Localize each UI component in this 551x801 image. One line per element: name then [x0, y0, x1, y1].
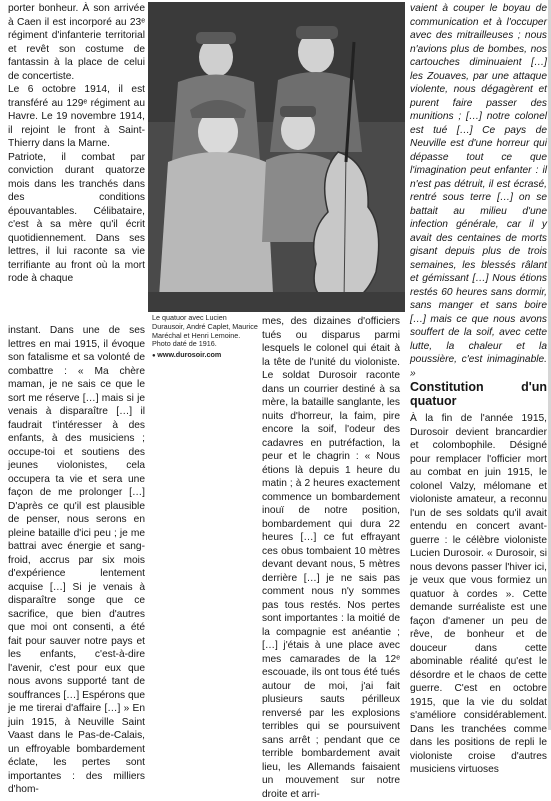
quote-paragraph: vaient à couper le boyau de communication et à l'occuper avec des mitrailleuses ; nous n'avions plus de bombes, nos cartouches diminuaient […] les Zouaves, par une attaque violente, nous dégagèrent et purent faire passer des munitions ; […] notre colonel est tué […] Ce pays de Neuville est d'une horreur qui dépasse tout ce que l'imagination peut enfanter : il n'est pas détruit, il est écrasé, rentré sous terre […] on se battait au milieu d'une infection générale, car il y avait des centaines de morts gisant depuis plus de trois semaines, les blessés râlant et gémissant […] Nous étions restés 60 heures sans dormir, sans manger et sans boire […] mais ce que nous avons souffert de la soif, avec cette lutte, la chaleur et la poussière, c'est inimaginable. » [410, 3, 547, 379]
text-column-1 [8, 2, 145, 286]
photo-caption [152, 314, 258, 361]
text-column-4-bottom [410, 372, 547, 777]
caption-url: ● www.durosoir.com [152, 351, 258, 361]
section-heading: Constitution d'un quatuor [410, 380, 547, 408]
text-column-2 [8, 324, 145, 797]
quartet-photo [148, 2, 405, 312]
text-column-4-top [410, 2, 547, 380]
quartet-photo-illustration [148, 2, 405, 312]
text-column-3 [262, 315, 400, 801]
paragraph: mes, des dizaines d'officiers tués ou disparus parmi lesquels le colonel qui était à la tête de l'unité du violoniste. Le soldat Durosoir raconte dans un courrier destiné à sa mère, la bataille sanglante, les nuits d'horreur, la faim, pire encore la soif, l'odeur des cadavres en putréfaction, la peur et le chagrin : « Nous étions là depuis 1 heure du matin ; à 2 heures exactement commence un bombardement inouï de notre position, bombardement qui dura 22 heures […] ce fut effrayant ces obus tombaient 10 mètres devant devant nous, 5 mètres derrière […] je ne sais pas comment nous n'y sommes pas tous restés. Nos pertes sont importantes : la moitié de la compagnie est anéantie ; […] j'étais à une place avec mes camarades de la 12ᵉ escouade, ils ont tous été tués autour de moi, j'ai fait plusieurs sauts périlleux renversé par les explosions terribles qui se poursuivent sans arrêt ; pendant que ce terrible bombardement avait lieu, les Allemands faisaient un mouvement sur notre droite et arri- [262, 316, 400, 800]
paragraph: porter bonheur. À son arrivée à Caen il est incorporé au 23ᵉ régiment d'infanterie territorial et revêt son costume de fantassin à la place de celui de concertiste. [8, 3, 145, 82]
paragraph: À la fin de l'année 1915, Durosoir devient brancardier et colombophile. Désigné pour remplacer l'officier mort au combat en juin 1915, le colonel Valzy, mélomane et violoniste amateur, a reconnu l'un de ses soldats qu'il avait entendu en concert avant-guerre : le célèbre violoniste Lucien Durosoir. « Durosoir, si nous devons passer l'hiver ici, je veux que vous formiez un quatuor à cordes ». Cette demande surréaliste est une façon d'amener un peu de rêve, de bonheur et de douceur dans cette abominable réalité qu'est le désordre et le chaos de cette guerre. C'est en octobre 1915, que la vie du soldat s'améliore considérablement. Dans les tranchées comme dans les positions de repli le violoniste croise d'autres musiciens virtuoses [410, 413, 547, 775]
paragraph: Patriote, il combat par conviction durant quatorze mois dans les tranchés dans des conditions épouvantables. Célibataire, c'est à sa mère qu'il écrit quotidiennement. Dans ses lettres, il lui raconte sa vie terrifiante au front où la mort rode à chaque [8, 151, 145, 284]
paragraph: Le 6 octobre 1914, il est transféré au 129ᵉ régiment au Havre. Le 19 novembre 1914, il rejoint le front à Saint-Thierry dans la Marne. [8, 84, 145, 149]
caption-text: Le quatuor avec Lucien Durausoir, André Caplet, Maurice Maréchal et Henri Lemoine. Photo daté de 1916. [152, 313, 258, 349]
paragraph: instant. Dans une de ses lettres en mai 1915, il évoque son fatalisme et sa volonté de combattre : « Ma chère maman, je ne sais ce que le sort me réserve […] mais si je venais à disparaître […] il faudrait t'intéresser à des enfants, à des musiciens ; occupe-toi et soutiens des jeunes violonistes, cela occupera ta vie et sera une façon de me prolonger […] D'après ce qu'il est plausible de penser, nous serons en pleine bataille d'ici peu ; je me battrai avec énergie et sang-froid, accrus par six mois d'expérience lentement acquise […] Si je venais à disparaître songe que ce sacrifice, que bien d'autres que moi ont consenti, a été fait pour sauver notre pays et les enfants, c'est-à-dire l'avenir, c'est pour eux que nous avons supporté tant de souffrances […] Espérons que je me tirerai d'affaire […] » En juin 1915, à Neuville Saint Vaast dans le Pas-de-Calais, un effroyable bombardement éclate, les pertes sont importantes : des milliers d'hom- [8, 325, 145, 795]
